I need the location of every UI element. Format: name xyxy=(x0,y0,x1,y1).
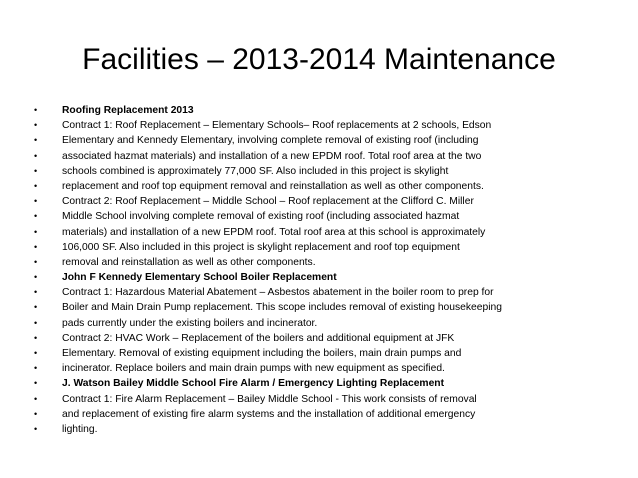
bullet-text: lighting. xyxy=(62,423,98,435)
bullet-item xyxy=(0,179,638,194)
bullet-icon: • xyxy=(34,423,38,434)
bullet-text: John F Kennedy Elementary School Boiler Replacement xyxy=(62,272,337,284)
bullet-item xyxy=(0,240,638,255)
bullet-icon: • xyxy=(34,302,38,313)
bullet-text: Middle School involving complete removal of existing roof (including associated hazmat xyxy=(62,211,460,223)
bullet-text: associated hazmat materials) and installation of a new EPDM roof. Total roof area at the two xyxy=(62,150,482,162)
bullet-icon: • xyxy=(34,211,38,222)
bullet-item xyxy=(0,209,638,224)
bullet-item xyxy=(0,164,638,179)
bullet-text: materials) and installation of a new EPDM roof. Total roof area at this school is approximately xyxy=(62,226,486,238)
bullet-item xyxy=(0,255,638,270)
bullet-item xyxy=(0,422,638,437)
bullet-item xyxy=(0,194,638,209)
bullet-icon: • xyxy=(34,393,38,404)
bullet-icon: • xyxy=(34,272,38,283)
bullet-item xyxy=(0,225,638,240)
bullet-text: 106,000 SF. Also included in this project is skylight replacement and roof top equipment xyxy=(62,241,460,253)
bullet-icon: • xyxy=(34,226,38,237)
bullet-item xyxy=(0,316,638,331)
bullet-item xyxy=(0,361,638,376)
bullet-icon: • xyxy=(34,135,38,146)
slide-title: Facilities – 2013-2014 Maintenance xyxy=(82,43,556,76)
bullet-icon: • xyxy=(34,180,38,191)
bullet-text: Contract 1: Hazardous Material Abatement – Asbestos abatement in the boiler room to prep for xyxy=(62,287,494,299)
bullet-heading xyxy=(0,376,638,391)
bullet-icon: • xyxy=(34,408,38,419)
bullet-icon: • xyxy=(34,165,38,176)
bullet-item xyxy=(0,285,638,300)
bullet-item xyxy=(0,392,638,407)
bullet-text: removal and reinstallation as well as other components. xyxy=(62,256,316,268)
bullet-text: Contract 1: Roof Replacement – Elementary Schools– Roof replacements at 2 schools, Edson xyxy=(62,120,492,132)
bullet-icon: • xyxy=(34,378,38,389)
bullet-text: Elementary and Kennedy Elementary, involving complete removal of existing roof (including xyxy=(62,135,479,147)
bullet-item xyxy=(0,346,638,361)
bullet-text: J. Watson Bailey Middle School Fire Alarm / Emergency Lighting Replacement xyxy=(62,378,445,390)
bullet-icon: • xyxy=(34,196,38,207)
bullet-icon: • xyxy=(34,332,38,343)
bullet-heading xyxy=(0,270,638,285)
bullet-text: replacement and roof top equipment removal and reinstallation as well as other components. xyxy=(62,180,484,192)
bullet-text: Contract 2: HVAC Work – Replacement of the boilers and additional equipment at JFK xyxy=(62,332,455,344)
bullet-icon: • xyxy=(34,241,38,252)
bullet-icon: • xyxy=(34,256,38,267)
bullet-heading xyxy=(0,103,638,118)
bullet-text: pads currently under the existing boilers and incinerator. xyxy=(62,317,318,329)
bullet-item xyxy=(0,133,638,148)
bullet-icon: • xyxy=(34,348,38,358)
bullet-icon: • xyxy=(34,363,38,374)
bullet-text: Contract 2: Roof Replacement – Middle School – Roof replacement at the Clifford C. Miller xyxy=(62,196,474,208)
bullet-icon: • xyxy=(34,317,38,328)
bullet-text: Roofing Replacement 2013 xyxy=(62,105,194,116)
bullet-icon: • xyxy=(34,150,38,161)
bullet-item xyxy=(0,300,638,315)
bullet-icon: • xyxy=(34,120,38,131)
bullet-text: schools combined is approximately 77,000 SF. Also included in this project is skylight xyxy=(62,165,449,177)
bullet-text: incinerator. Replace boilers and main drain pumps with new equipment as specified. xyxy=(62,363,445,375)
bullet-text: Boiler and Main Drain Pump replacement. This scope includes removal of existing housekeeping xyxy=(62,302,502,314)
bullet-text: and replacement of existing fire alarm systems and the installation of additional emergency xyxy=(62,408,476,420)
bullet-icon: • xyxy=(34,287,38,298)
bullet-item xyxy=(0,331,638,346)
bullet-icon: • xyxy=(34,105,38,115)
bullet-text: Contract 1: Fire Alarm Replacement – Bailey Middle School - This work consists of removal xyxy=(62,393,477,405)
bullet-item xyxy=(0,407,638,422)
bullet-list xyxy=(0,103,638,437)
bullet-text: Elementary. Removal of existing equipment including the boilers, main drain pumps and xyxy=(62,348,462,359)
bullet-item xyxy=(0,118,638,133)
bullet-item xyxy=(0,149,638,164)
